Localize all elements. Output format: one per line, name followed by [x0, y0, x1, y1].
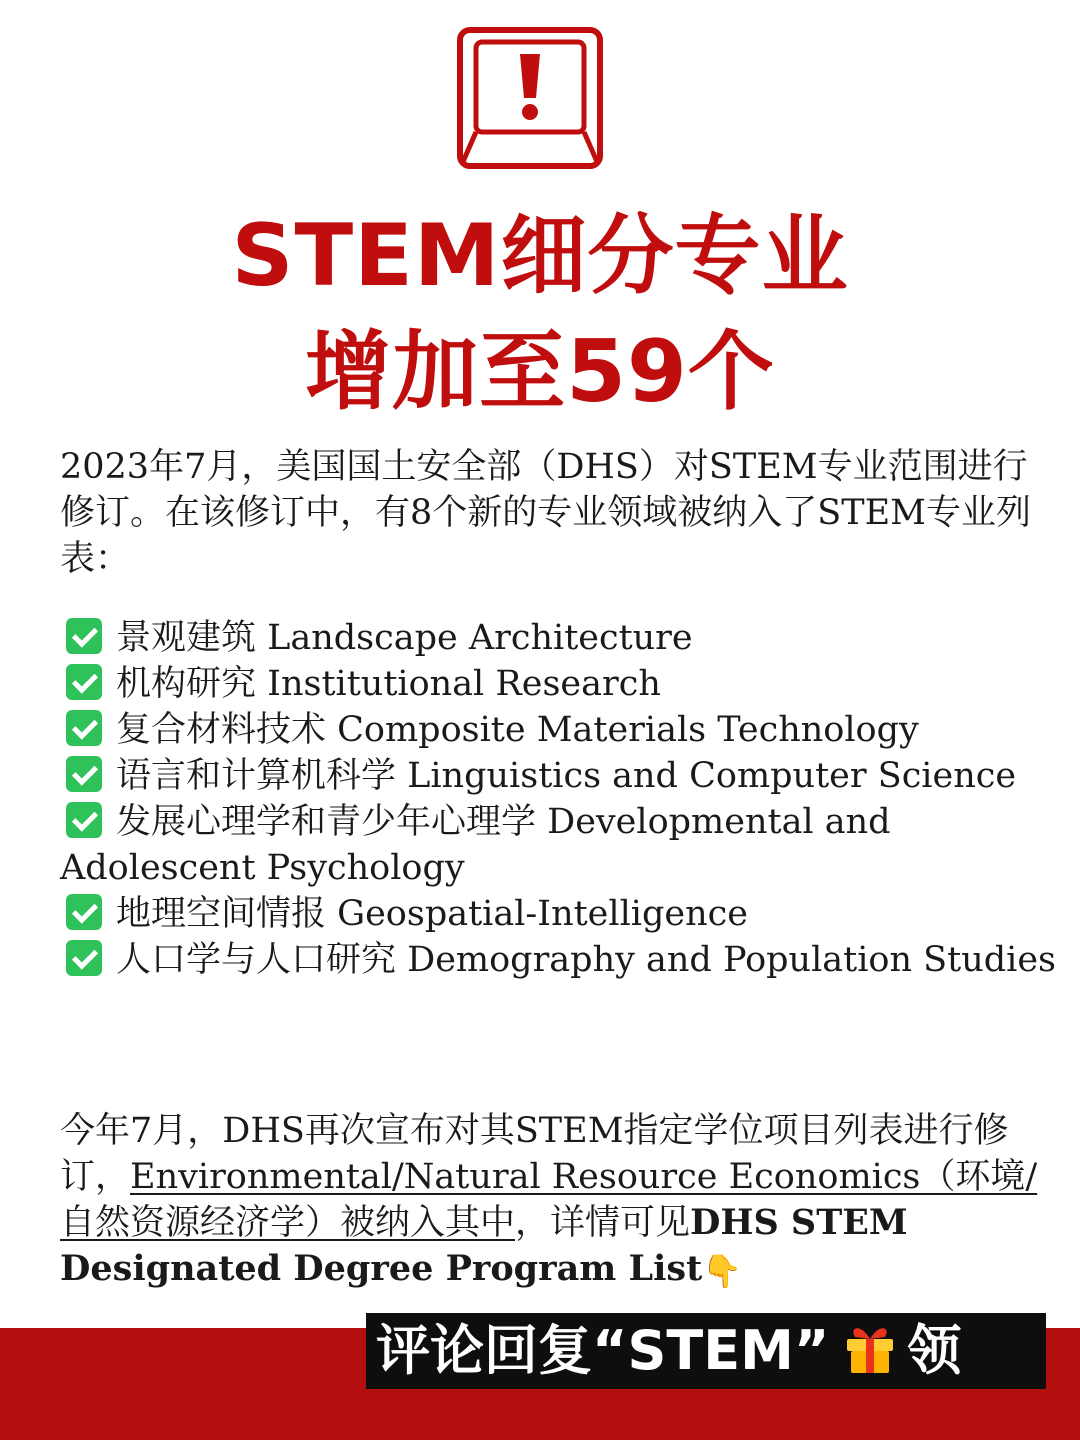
- major-text: 语言和计算机科学 Linguistics and Computer Science: [116, 756, 1017, 796]
- outro-paragraph: [60, 1108, 1050, 1294]
- intro-paragraph: 2023年7月，美国国土安全部（DHS）对STEM专业范围进行修订。在该修订中，有8个新的专业领域被纳入了STEM专业列表：: [60, 447, 1031, 579]
- pointing-down-hand-icon: 👇: [702, 1252, 743, 1290]
- major-text: 地理空间情报 Geospatial-Intelligence: [116, 894, 748, 934]
- list-item: [60, 891, 1060, 937]
- check-icon: [66, 894, 102, 930]
- list-item: [60, 753, 1060, 799]
- major-text: 发展心理学和青少年心理学 Developmental and Adolescent Psychology: [60, 802, 891, 888]
- cta-banner: [366, 1313, 1046, 1389]
- list-item: [60, 937, 1060, 983]
- major-text: 复合材料技术 Composite Materials Technology: [116, 710, 919, 750]
- cta-text: [376, 1313, 961, 1389]
- check-icon: [66, 940, 102, 976]
- gift-icon: [843, 1319, 897, 1375]
- dhs-list-name: DHS STEM Designated Degree Program List: [60, 1202, 908, 1289]
- major-list: [60, 615, 1060, 983]
- check-icon: [66, 802, 102, 838]
- check-icon: [66, 710, 102, 746]
- outro-lead: 今年7月，DHS再次宣布对其STEM指定学位项目列表进行修订，: [60, 1111, 1009, 1197]
- cta-text-after: 领: [907, 1319, 962, 1382]
- list-item: [60, 615, 1060, 661]
- cta-text-before: 评论回复“STEM”: [376, 1319, 830, 1382]
- list-item: [60, 707, 1060, 753]
- check-icon: [66, 618, 102, 654]
- outro-mid: ，详情可见: [515, 1203, 691, 1243]
- major-text: 机构研究 Institutional Research: [116, 664, 661, 704]
- list-item: [60, 661, 1060, 707]
- check-icon: [66, 664, 102, 700]
- economics-link[interactable]: Environmental/Natural Resource Economics（环境/自然资源经济学）被纳入其中: [60, 1157, 1038, 1243]
- page-title-line-2: 增加至59个: [305, 322, 775, 422]
- page-title-line-1: STEM细分专业: [231, 206, 849, 306]
- major-text: 景观建筑 Landscape Architecture: [116, 618, 693, 658]
- warning-key-icon: [456, 26, 604, 170]
- check-icon: [66, 756, 102, 792]
- list-item: [60, 799, 1060, 891]
- major-text: 人口学与人口研究 Demography and Population Studies: [116, 940, 1057, 980]
